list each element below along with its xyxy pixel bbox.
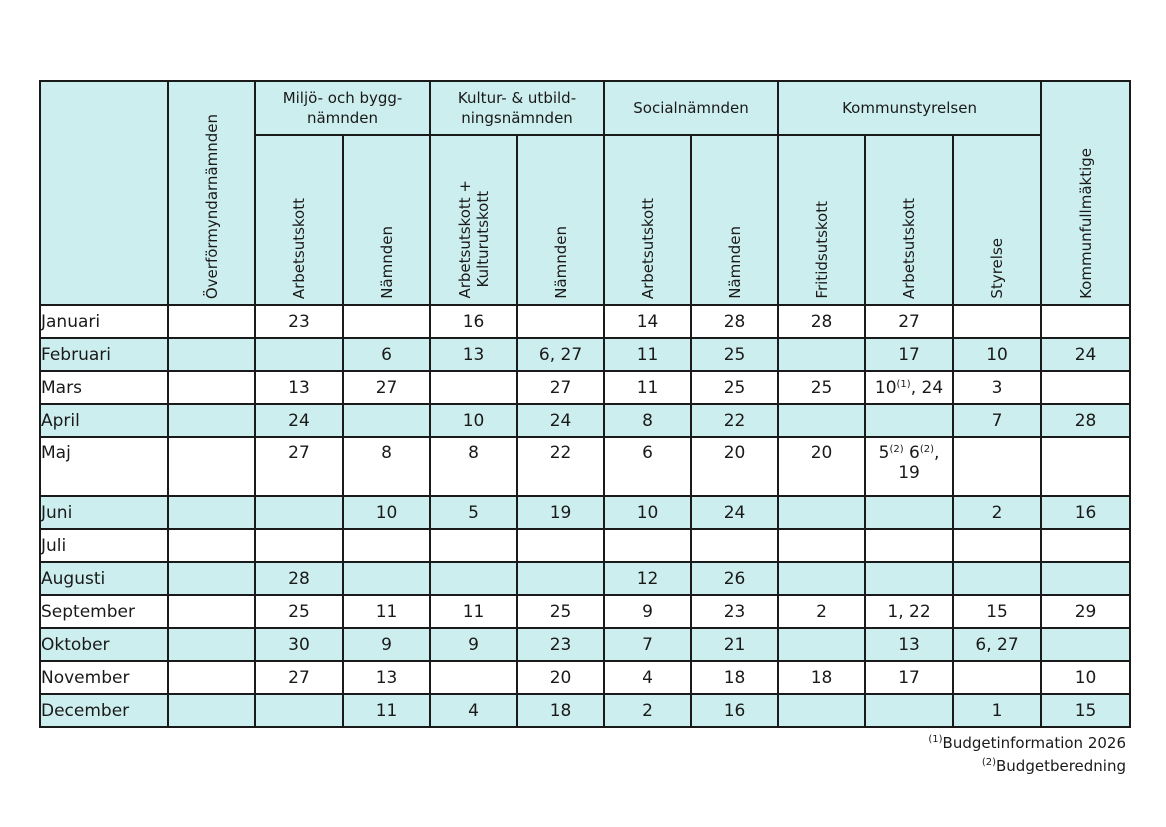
value-cell xyxy=(168,661,255,694)
value-cell xyxy=(778,562,865,595)
month-cell: December xyxy=(40,694,168,727)
value-cell: 14 xyxy=(604,305,691,338)
header-overformyndarnamnden: Överförmyndarnämnden xyxy=(168,81,255,305)
value-cell xyxy=(1041,628,1130,661)
value-cell xyxy=(430,661,517,694)
value-cell xyxy=(430,529,517,562)
value-cell: 25 xyxy=(778,371,865,404)
month-cell: Juni xyxy=(40,496,168,529)
value-cell: 28 xyxy=(1041,404,1130,437)
value-cell xyxy=(255,529,343,562)
value-cell xyxy=(778,529,865,562)
value-cell: 1, 22 xyxy=(865,595,953,628)
value-cell: 6, 27 xyxy=(517,338,604,371)
month-cell: Mars xyxy=(40,371,168,404)
value-cell: 23 xyxy=(255,305,343,338)
header-social-arbetsutskott: Arbetsutskott xyxy=(604,135,691,305)
month-cell: Juli xyxy=(40,529,168,562)
month-cell: April xyxy=(40,404,168,437)
value-cell xyxy=(255,496,343,529)
value-cell: 27 xyxy=(255,661,343,694)
value-cell xyxy=(517,305,604,338)
value-cell: 11 xyxy=(604,371,691,404)
value-cell xyxy=(168,338,255,371)
value-cell: 9 xyxy=(430,628,517,661)
value-cell xyxy=(953,305,1041,338)
table-row xyxy=(40,661,1130,694)
value-cell: 22 xyxy=(517,437,604,496)
value-cell xyxy=(778,496,865,529)
value-cell: 16 xyxy=(1041,496,1130,529)
value-cell xyxy=(1041,305,1130,338)
value-cell: 8 xyxy=(604,404,691,437)
table-row xyxy=(40,595,1130,628)
value-cell: 10 xyxy=(343,496,430,529)
value-cell: 24 xyxy=(1041,338,1130,371)
value-cell xyxy=(343,305,430,338)
value-cell xyxy=(168,694,255,727)
table-row xyxy=(40,496,1130,529)
value-cell: 7 xyxy=(953,404,1041,437)
header-kommunfullmaktige: Kommunfullmäktige xyxy=(1041,81,1130,305)
table-row xyxy=(40,338,1130,371)
header-miljo-namnden: Nämnden xyxy=(343,135,430,305)
value-cell xyxy=(778,404,865,437)
value-cell: 27 xyxy=(255,437,343,496)
value-cell xyxy=(517,529,604,562)
table-row xyxy=(40,628,1130,661)
value-cell xyxy=(168,595,255,628)
value-cell xyxy=(430,371,517,404)
value-cell: 6 xyxy=(604,437,691,496)
value-cell: 18 xyxy=(778,661,865,694)
value-cell: 8 xyxy=(343,437,430,496)
month-cell: September xyxy=(40,595,168,628)
footnote-2: $^{(2)}$Budgetberedning xyxy=(981,757,1126,775)
group-header-kultur: Kultur- & utbild- ningsnämnden xyxy=(430,81,604,135)
month-cell: Maj xyxy=(40,437,168,496)
header-ks-styrelse: Styrelse xyxy=(953,135,1041,305)
header-social-namnden: Nämnden xyxy=(691,135,778,305)
value-cell: 4 xyxy=(604,661,691,694)
value-cell: 2 xyxy=(953,496,1041,529)
value-cell xyxy=(343,562,430,595)
value-cell xyxy=(343,404,430,437)
value-cell: 29 xyxy=(1041,595,1130,628)
value-cell xyxy=(168,371,255,404)
value-cell: 13 xyxy=(430,338,517,371)
value-cell: 19 xyxy=(517,496,604,529)
value-cell: 7 xyxy=(604,628,691,661)
value-cell xyxy=(865,529,953,562)
table-row xyxy=(40,529,1130,562)
value-cell: 5 xyxy=(430,496,517,529)
value-cell: 30 xyxy=(255,628,343,661)
value-cell: 16 xyxy=(691,694,778,727)
value-cell: 26 xyxy=(691,562,778,595)
value-cell: 13 xyxy=(343,661,430,694)
value-cell: 24 xyxy=(255,404,343,437)
value-cell: 24 xyxy=(517,404,604,437)
value-cell: 25 xyxy=(255,595,343,628)
corner-cell xyxy=(40,81,168,305)
value-cell xyxy=(255,694,343,727)
value-cell: 20 xyxy=(778,437,865,496)
month-cell: Januari xyxy=(40,305,168,338)
value-cell: 13 xyxy=(865,628,953,661)
value-cell xyxy=(168,496,255,529)
value-cell: 9 xyxy=(343,628,430,661)
month-cell: Oktober xyxy=(40,628,168,661)
footnote-1: $^{(1)}$Budgetinformation 2026 xyxy=(928,734,1126,752)
month-cell: Februari xyxy=(40,338,168,371)
value-cell: 17 xyxy=(865,338,953,371)
header-ks-fritidsutskott: Fritidsutskott xyxy=(778,135,865,305)
value-cell: 1 xyxy=(953,694,1041,727)
value-cell xyxy=(865,404,953,437)
value-cell xyxy=(953,562,1041,595)
value-cell xyxy=(1041,562,1130,595)
table-row xyxy=(40,371,1130,404)
value-cell: 11 xyxy=(343,595,430,628)
value-cell: 6 xyxy=(343,338,430,371)
value-cell xyxy=(778,694,865,727)
table-row xyxy=(40,694,1130,727)
value-cell xyxy=(168,305,255,338)
value-cell: 24 xyxy=(691,496,778,529)
value-cell: 11 xyxy=(430,595,517,628)
group-header-kommunstyrelsen: Kommunstyrelsen xyxy=(778,81,1041,135)
value-cell xyxy=(168,628,255,661)
group-header-miljo: Miljö- och bygg- nämnden xyxy=(255,81,430,135)
value-cell: 15 xyxy=(953,595,1041,628)
value-cell xyxy=(255,338,343,371)
value-cell: 22 xyxy=(691,404,778,437)
header-miljo-arbetsutskott: Arbetsutskott xyxy=(255,135,343,305)
value-cell: 25 xyxy=(517,595,604,628)
value-cell: 6, 27 xyxy=(953,628,1041,661)
value-cell: 11 xyxy=(604,338,691,371)
value-cell: 20 xyxy=(517,661,604,694)
value-cell: 20 xyxy=(691,437,778,496)
value-cell: 18 xyxy=(517,694,604,727)
value-cell xyxy=(691,529,778,562)
value-cell: 25 xyxy=(691,338,778,371)
value-cell: 3 xyxy=(953,371,1041,404)
value-cell xyxy=(865,496,953,529)
value-cell xyxy=(953,661,1041,694)
value-cell xyxy=(1041,437,1130,496)
header-kultur-namnden: Nämnden xyxy=(517,135,604,305)
value-cell xyxy=(865,562,953,595)
value-cell: 10$^{(1)}$, 24 xyxy=(865,371,953,404)
month-cell: Augusti xyxy=(40,562,168,595)
value-cell: 10 xyxy=(1041,661,1130,694)
value-cell: 23 xyxy=(691,595,778,628)
value-cell xyxy=(778,628,865,661)
value-cell xyxy=(1041,371,1130,404)
value-cell xyxy=(168,562,255,595)
value-cell: 28 xyxy=(255,562,343,595)
value-cell xyxy=(168,404,255,437)
value-cell xyxy=(168,529,255,562)
value-cell: 23 xyxy=(517,628,604,661)
table-row xyxy=(40,305,1130,338)
value-cell: 2 xyxy=(604,694,691,727)
value-cell xyxy=(343,529,430,562)
value-cell: 25 xyxy=(691,371,778,404)
value-cell: 18 xyxy=(691,661,778,694)
value-cell xyxy=(604,529,691,562)
value-cell: 5$^{(2)}$ 6$^{(2)}$, 19 xyxy=(865,437,953,496)
value-cell xyxy=(778,338,865,371)
value-cell: 13 xyxy=(255,371,343,404)
value-cell: 10 xyxy=(604,496,691,529)
value-cell: 28 xyxy=(691,305,778,338)
value-cell: 16 xyxy=(430,305,517,338)
value-cell: 8 xyxy=(430,437,517,496)
value-cell: 12 xyxy=(604,562,691,595)
value-cell: 4 xyxy=(430,694,517,727)
table-row xyxy=(40,437,1130,496)
value-cell: 15 xyxy=(1041,694,1130,727)
value-cell xyxy=(517,562,604,595)
value-cell: 27 xyxy=(343,371,430,404)
header-kultur-arbetsutskott: Arbetsutskott + Kulturutskott xyxy=(430,135,517,305)
value-cell: 11 xyxy=(343,694,430,727)
value-cell xyxy=(865,694,953,727)
value-cell: 21 xyxy=(691,628,778,661)
value-cell xyxy=(430,562,517,595)
header-ks-arbetsutskott: Arbetsutskott xyxy=(865,135,953,305)
value-cell: 10 xyxy=(953,338,1041,371)
value-cell xyxy=(953,529,1041,562)
value-cell xyxy=(168,437,255,496)
table-row xyxy=(40,562,1130,595)
value-cell: 10 xyxy=(430,404,517,437)
value-cell: 28 xyxy=(778,305,865,338)
group-header-social: Socialnämnden xyxy=(604,81,778,135)
value-cell: 9 xyxy=(604,595,691,628)
value-cell: 27 xyxy=(517,371,604,404)
month-cell: November xyxy=(40,661,168,694)
meeting-schedule-table xyxy=(39,80,1131,728)
value-cell: 2 xyxy=(778,595,865,628)
value-cell: 27 xyxy=(865,305,953,338)
value-cell xyxy=(1041,529,1130,562)
value-cell: 17 xyxy=(865,661,953,694)
table-row xyxy=(40,404,1130,437)
value-cell xyxy=(953,437,1041,496)
